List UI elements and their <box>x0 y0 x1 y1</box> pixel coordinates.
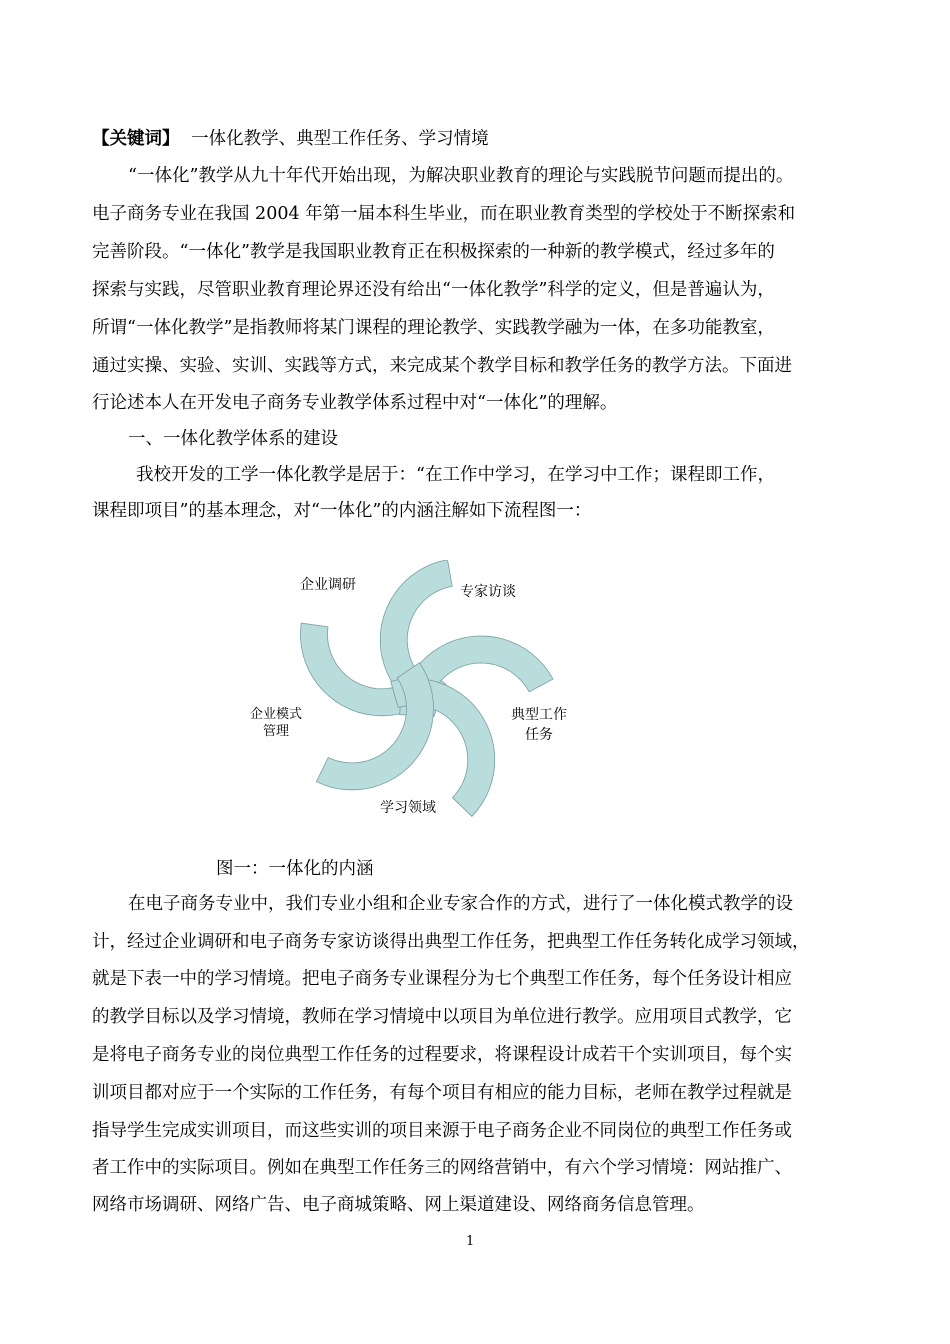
pinwheel-diagram <box>240 560 600 830</box>
paragraph-line: 所谓“一体化教学”是指教师将某门课程的理论教学、实践教学融为一体，在多功能教室， <box>92 318 775 338</box>
paragraph-line: “一体化”教学从九十年代开始出现，为解决职业教育的理论与实践脱节问题而提出的。 <box>128 166 794 186</box>
paragraph-line: 网络市场调研、网络广告、电子商城策略、网上渠道建设、网络商务信息管理。 <box>92 1195 705 1215</box>
keywords-line <box>92 128 872 150</box>
section-heading: 一、一体化教学体系的建设 <box>128 429 338 449</box>
figure-label-expert: 专家访谈 <box>460 584 516 600</box>
paragraph-line: 课程即项目”的基本理念，对“一体化”的内涵注解如下流程图一： <box>92 501 592 521</box>
paragraph-line: 就是下表一中的学习情境。把电子商务专业课程分为七个典型工作任务，每个任务设计相应 <box>92 969 792 989</box>
paragraph-line: 通过实操、实验、实训、实践等方式，来完成某个教学目标和教学任务的教学方法。下面进 <box>92 356 792 376</box>
integration-flow-figure <box>240 560 600 830</box>
figure-label-task-line2: 任务 <box>525 727 553 743</box>
figure-label-model-line1: 企业模式 <box>250 707 303 722</box>
paragraph-line: 行论述本人在开发电子商务专业教学体系过程中对“一体化”的理解。 <box>92 393 618 413</box>
figure-caption: 图一：一体化的内涵 <box>216 859 374 879</box>
figure-label-domain: 学习领域 <box>380 800 436 816</box>
figure-label-research: 企业调研 <box>300 577 356 593</box>
paragraph-line: 是将电子商务专业的岗位典型工作任务的过程要求，将课程设计成若干个实训项目，每个实 <box>92 1045 792 1065</box>
paragraph-line: 我校开发的工学一体化教学是居于：“在工作中学习，在学习中工作；课程即工作， <box>136 465 775 485</box>
paragraph-line: 在电子商务专业中，我们专业小组和企业专家合作的方式，进行了一体化模式教学的设 <box>128 894 793 914</box>
figure-label-model-line2: 管理 <box>263 724 290 739</box>
page-number: 1 <box>466 1234 475 1249</box>
paragraph-line: 训项目都对应于一个实际的工作任务，有每个项目有相应的能力目标，老师在教学过程就是 <box>92 1083 792 1103</box>
paragraph-line: 计，经过企业调研和电子商务专家访谈得出典型工作任务，把典型工作任务转化成学习领域， <box>92 932 810 952</box>
figure-label-task-line1: 典型工作 <box>511 707 567 723</box>
paragraph-line: 电子商务专业在我国 2004 年第一届本科生毕业，而在职业教育类型的学校处于不断探索和 <box>92 204 796 224</box>
paragraph-line: 探索与实践，尽管职业教育理论界还没有给出“一体化教学”科学的定义，但是普遍认为， <box>92 280 775 300</box>
keywords-text: 一体化教学、典型工作任务、学习情境 <box>191 129 489 149</box>
figure-label-task <box>511 704 567 744</box>
paragraph-line: 指导学生完成实训项目，而这些实训的项目来源于电子商务企业不同岗位的典型工作任务或 <box>92 1121 792 1141</box>
paragraph-line: 者工作中的实际项目。例如在典型工作任务三的网络营销中，有六个学习情境：网站推广、 <box>92 1158 792 1178</box>
keywords-label: 【关键词】 <box>92 129 180 149</box>
paragraph-line: 的教学目标以及学习情境，教师在学习情境中以项目为单位进行教学。应用项目式教学，它 <box>92 1007 792 1027</box>
figure-label-model <box>250 706 302 740</box>
paragraph-line: 完善阶段。“一体化”教学是我国职业教育正在积极探索的一种新的教学模式，经过多年的 <box>92 242 775 262</box>
